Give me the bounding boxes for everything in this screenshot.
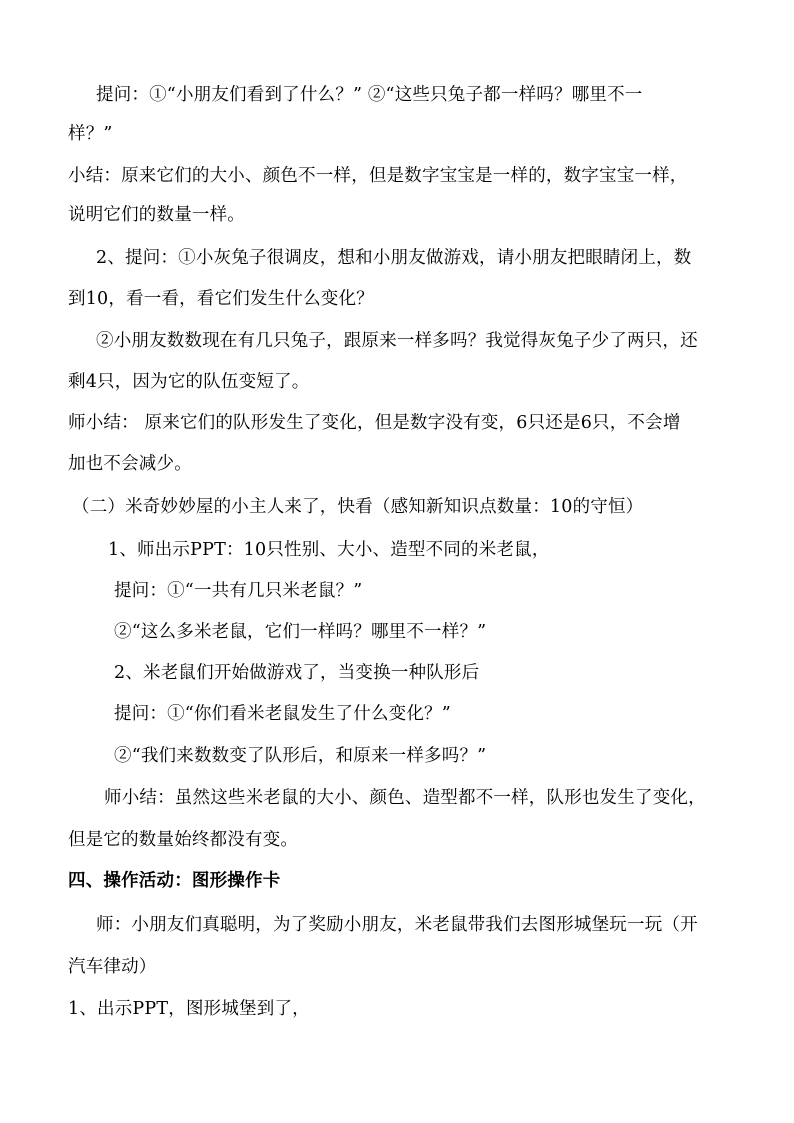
activity-line-1-cont: 汽车律动）	[68, 957, 157, 977]
question-line-2-cont: 到10，看一看，看它们发生什么变化？	[68, 289, 374, 309]
teacher-summary-line-2: 师小结：虽然这些米老鼠的大小、颜色、造型都不一样，队形也发生了变化，	[104, 788, 706, 808]
summary-line-1-cont: 说明它们的数量一样。	[68, 205, 245, 225]
step-2-question-1: 提问：①“你们看米老鼠发生了什么变化？”	[114, 704, 451, 724]
activity-step-1: 1、出示PPT，图形城堡到了，	[68, 999, 310, 1019]
step-2-line: 2、米老鼠们开始做游戏了，当变换一种队形后	[114, 663, 480, 683]
section-four-heading: 四、操作活动：图形操作卡	[68, 871, 281, 891]
step-1-question-1: 提问：①“一共有几只米老鼠？”	[114, 581, 363, 601]
question-line-2: 2、提问：①小灰兔子很调皮，想和小朋友做游戏，请小朋友把眼睛闭上，数	[96, 248, 692, 268]
teacher-summary-line-2-cont: 但是它的数量始终都没有变。	[68, 830, 299, 850]
step-1-line: 1、师出示PPT：10只性别、大小、造型不同的米老鼠，	[108, 540, 550, 560]
summary-line-1: 小结：原来它们的大小、颜色不一样，但是数字宝宝是一样的，数字宝宝一样，	[68, 166, 688, 186]
teacher-summary-line-1-cont: 加也不会减少。	[68, 454, 192, 474]
section-two-heading: （二）米奇妙妙屋的小主人来了，快看（感知新知识点数量：10的守恒）	[72, 497, 644, 517]
teacher-summary-line-1: 师小结： 原来它们的队形发生了变化，但是数字没有变，6只还是6只，不会增	[68, 413, 681, 433]
question-line-3-cont: 剩4只，因为它的队伍变短了。	[68, 372, 310, 392]
step-2-question-2: ②“我们来数数变了队形后，和原来一样多吗？”	[114, 746, 487, 766]
step-1-question-2: ②“这么多米老鼠，它们一样吗？哪里不一样？”	[114, 622, 487, 642]
question-line-3: ②小朋友数数现在有几只兔子，跟原来一样多吗？我觉得灰兔子少了两只，还	[96, 331, 698, 351]
question-line-1-cont: 样？”	[68, 124, 113, 144]
question-line-1: 提问：①“小朋友们看到了什么？” ②“这些只兔子都一样吗？哪里不一	[96, 85, 643, 105]
activity-line-1: 师：小朋友们真聪明，为了奖励小朋友，米老鼠带我们去图形城堡玩一玩（开	[96, 915, 698, 935]
